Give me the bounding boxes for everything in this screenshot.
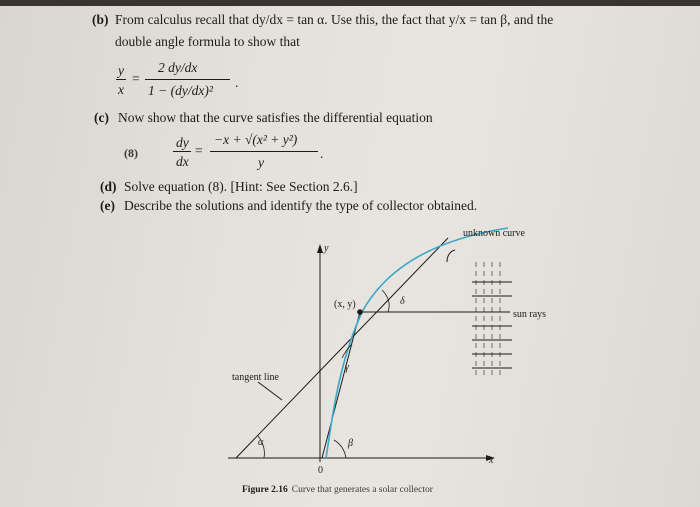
eq-8-lhs-denominator: dx	[176, 154, 189, 169]
part-b-label: (b)	[92, 12, 109, 27]
caption-bold: Figure 2.16	[242, 485, 288, 495]
part-d-text: Solve equation (8). [Hint: See Section 2.6.]	[124, 179, 358, 194]
eq-b-lhs-denominator: x	[118, 82, 124, 97]
eq-8-lhs-numerator: dy	[176, 135, 189, 150]
delta-label: δ	[400, 296, 405, 307]
point-label: (x, y)	[334, 299, 356, 310]
beta-label: β	[348, 438, 353, 449]
delta-arc	[382, 290, 389, 312]
radius-line	[322, 312, 360, 458]
alpha-label: α	[258, 437, 264, 448]
part-c-text: Now show that the curve satisfies the differential equation	[118, 110, 433, 125]
eq-8-number: (8)	[124, 146, 138, 160]
part-d-label: (d)	[100, 179, 117, 194]
eq-8-equals: =	[195, 143, 203, 158]
unknown-curve	[326, 228, 508, 458]
gamma-label: γ	[345, 362, 349, 373]
part-e-label: (e)	[100, 198, 115, 213]
y-axis-label: y	[324, 243, 329, 254]
sun-rays	[472, 262, 512, 378]
part-e-text: Describe the solutions and identify the type of collector obtained.	[124, 198, 478, 213]
y-axis-arrow	[317, 244, 323, 253]
eq-b-lhs-numerator: y	[118, 63, 124, 78]
eq-b-rhs-numerator: 2 dy/dx	[158, 60, 198, 75]
x-axis-label: x	[489, 455, 494, 466]
part-b-text-line2: double angle formula to show that	[115, 34, 300, 49]
eq-b-period: .	[235, 75, 239, 90]
caption-text: Curve that generates a solar collector	[291, 485, 433, 495]
curve-leader	[447, 250, 455, 262]
tangent-leader	[258, 382, 282, 400]
figure-caption	[242, 485, 434, 495]
tangent-line-label: tangent line	[232, 372, 279, 383]
sun-rays-label: sun rays	[513, 309, 547, 320]
eq-8-rhs-denominator: y	[258, 155, 264, 170]
unknown-curve-label: unknown curve	[463, 228, 525, 239]
tangent-line	[236, 238, 448, 458]
beta-arc	[334, 440, 346, 458]
part-c-label: (c)	[94, 110, 109, 125]
eq-b-rhs-denominator: 1 − (dy/dx)²	[148, 83, 213, 98]
eq-8-rhs-numerator: −x + √(x² + y²)	[214, 132, 298, 147]
eq-b-equals: =	[132, 71, 140, 86]
point-xy	[357, 309, 363, 315]
origin-label: 0	[318, 465, 323, 476]
eq-8-period: .	[320, 146, 324, 161]
part-b-text-line1: From calculus recall that dy/dx = tan α. Use this, the fact that y/x = tan β, and the	[115, 12, 554, 27]
